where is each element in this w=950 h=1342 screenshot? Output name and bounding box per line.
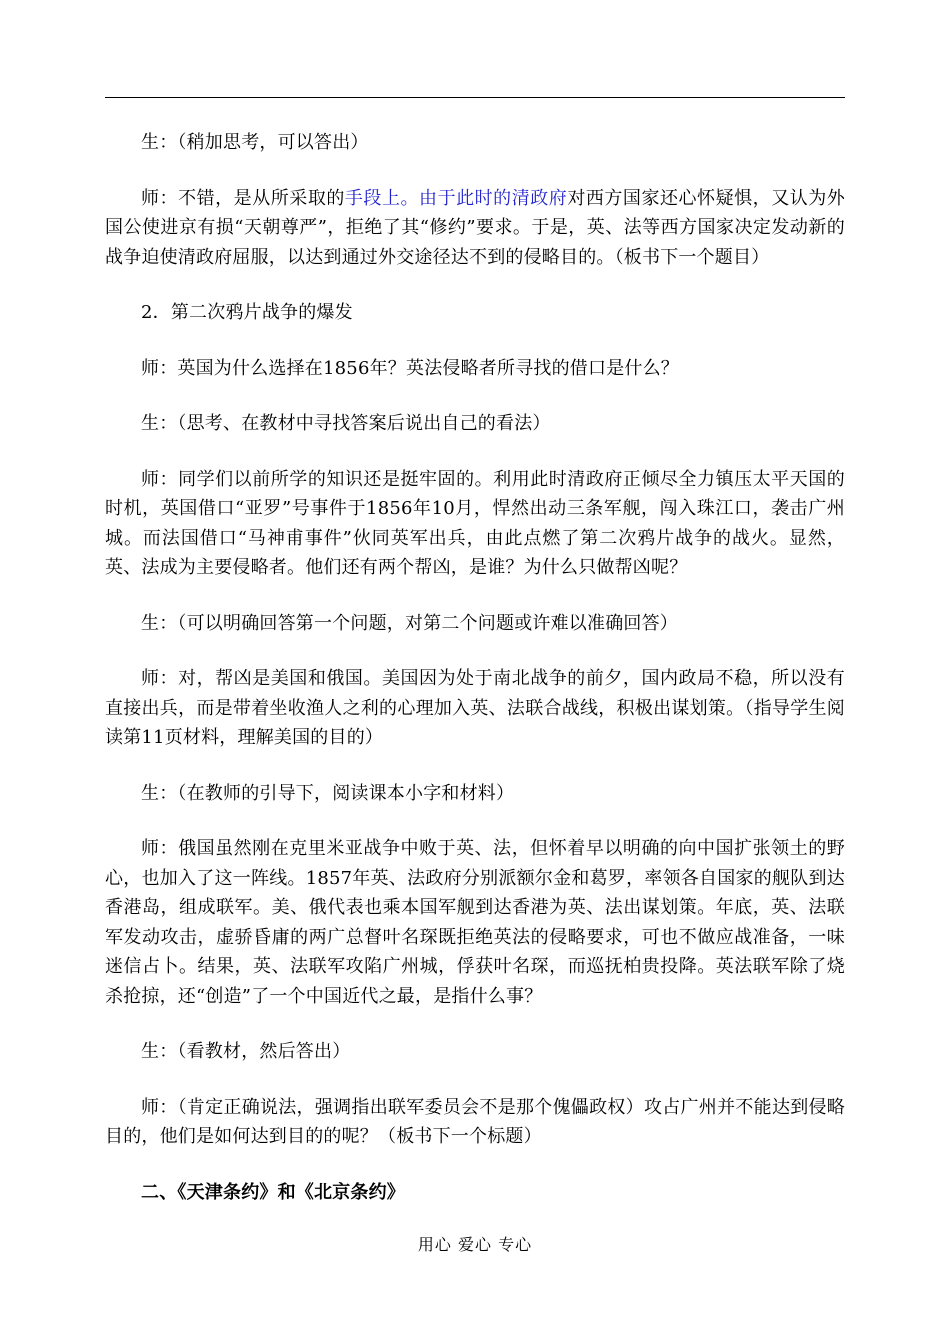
paragraph-student-1: 生：（稍加思考，可以答出） [141, 132, 369, 153]
page-footer: 用心 爱心 专心 [417, 1235, 533, 1254]
paragraph-teacher-1 [105, 184, 845, 273]
header-rule [105, 97, 845, 98]
hyperlink-text[interactable]: 手段上。由于此时的清政府 [344, 187, 568, 209]
paragraph-student-5: 生：（看教材，然后答出） [141, 1041, 351, 1062]
subheading-second-opium-war: 2．第二次鸦片战争的爆发 [141, 302, 353, 323]
paragraph-student-2: 生：（思考、在教材中寻找答案后说出自己的看法） [141, 413, 551, 434]
paragraph-teacher-4: 师：对，帮凶是美国和俄国。美国因为处于南北战争的前夕，国内政局不稳，所以没有直接出兵，而是带着坐收渔人之利的心理加入英、法联合战线，积极出谋划策。（指导学生阅读第11页材料，理解美国的目的） [105, 668, 845, 748]
paragraph-student-3: 生：（可以明确回答第一个问题，对第二个问题或许难以准确回答） [141, 612, 678, 634]
paragraph-teacher-2: 师：英国为什么选择在1856年？英法侵略者所寻找的借口是什么？ [141, 357, 680, 379]
paragraph-teacher-6: 师：（肯定正确说法，强调指出联军委员会不是那个傀儡政权）攻占广州并不能达到侵略目的，他们是如何达到目的的呢？（板书下一个标题） [105, 1096, 845, 1147]
paragraph-teacher-1-post: 对西方国家还心怀疑惧，又认为外国公使进京有损“天朝尊严”，拒绝了其“修约”要求。于是，英、法等西方国家决定发动新的战争迫使清政府屈服，以达到通过外交途径达不到的侵略目的。（板书下一个题目） [105, 187, 845, 268]
paragraph-teacher-1-pre: 师：不错，是从所采取的 [141, 187, 345, 209]
section-heading: 二、《天津条约》和《北京条约》 [141, 1181, 405, 1203]
paragraph-teacher-5: 师：俄国虽然刚在克里米亚战争中败于英、法，但怀着早以明确的向中国扩张领土的野心，也加入了这一阵线。1857年英、法政府分别派额尔金和葛罗，率领各自国家的舰队到达香港岛，组成联军。美、俄代表也乘本国军舰到达香港为英、法出谋划策。年底，英、法联军发动攻击，虚骄昏庸的两广总督叶名琛既拒绝英法的侵略要求，可也不做应战准备，一味迷信占卜。结果，英、法联军攻陷广州城，俘获叶名琛，而巡抚柏贵投降。英法联军除了烧杀抢掠，还“创造”了一个中国近代之最，是指什么事？ [105, 838, 845, 1007]
paragraph-teacher-3: 师：同学们以前所学的知识还是挺牢固的。利用此时清政府正倾尽全力镇压太平天国的时机，英国借口“亚罗”号事件于1856年10月，悍然出动三条军舰，闯入珠江口，袭击广州城。而法国借口“马神甫事件”伙同英军出兵，由此点燃了第二次鸦片战争的战火。显然，英、法成为主要侵略者。他们还有两个帮凶，是谁？为什么只做帮凶呢？ [105, 468, 845, 578]
document-body [105, 128, 845, 1233]
paragraph-student-4: 生：（在教师的引导下，阅读课本小字和材料） [141, 782, 515, 804]
